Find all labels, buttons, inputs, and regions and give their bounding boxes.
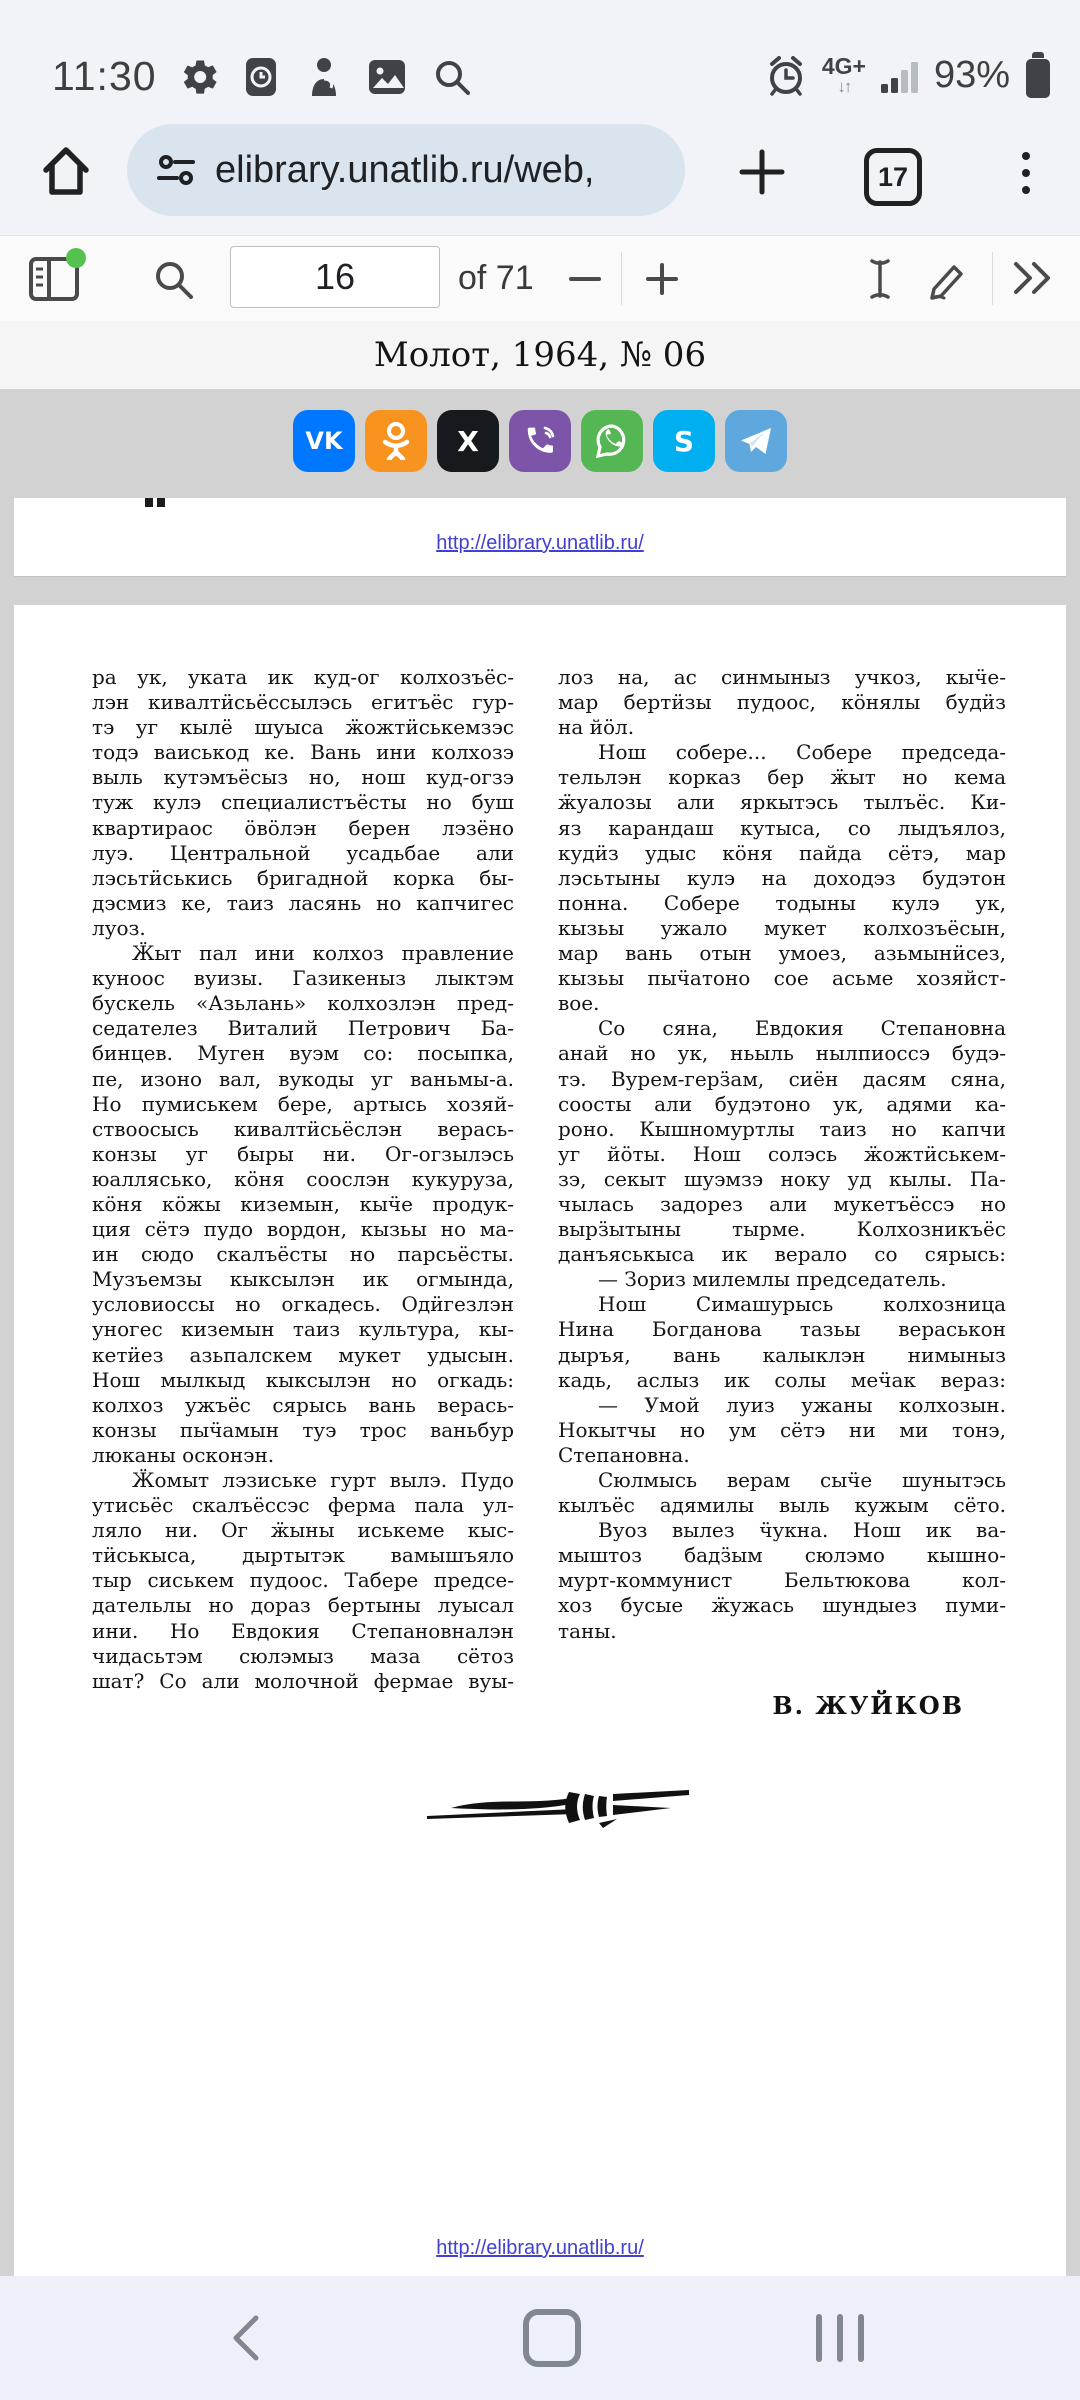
author-signature: В. ЖУЙКОВ [772, 1691, 964, 1720]
article-line: роно. Кышномуртлы таиз но капчи [558, 1116, 1006, 1141]
article-line: луоз. [92, 915, 146, 940]
article-line: Музъемзы кыксылэн ик огмында, [92, 1267, 514, 1292]
vk-logo-icon: VK [305, 427, 343, 455]
article-line: уг йӧты. Нош солэсь ӝожтӥськем- [558, 1141, 1006, 1166]
article-line: дэсмиз ке, таиз ласянь но капчигес [92, 890, 514, 915]
settings-gear-icon [179, 57, 219, 97]
article-line: кӧня кӧжы киземын, кыӵе продук- [92, 1191, 514, 1216]
document-title-bar [0, 321, 1080, 389]
tab-count: 17 [877, 161, 909, 192]
gallery-icon [365, 56, 409, 98]
article-line: конзы пыӵамын туэ трос ваньбур [92, 1417, 514, 1442]
article-line: яз карандаш кутыса, со лыдъялоз, [558, 815, 1006, 840]
article-line: хоз бусые ӝужась шундыез пуми- [558, 1593, 1006, 1618]
article-line: тельлэн корказ бер ӝыт но кема [558, 765, 1006, 790]
zoom-out-button[interactable] [563, 257, 607, 301]
screen-recorder-icon [241, 55, 281, 99]
article-line: шат? Со али молочной фермае вуы- [92, 1668, 514, 1693]
page-number-input[interactable] [230, 246, 440, 308]
share-skype-button[interactable] [653, 410, 715, 472]
article-line: зэ, секыт шуэмзэ ноку уд кылы. Па- [558, 1166, 1006, 1191]
browser-menu-button[interactable] [1004, 146, 1048, 200]
article-line: кудӥз удыс кӧня пайда сётэ, мар [558, 840, 1006, 865]
article-line: чидасьтэм сюлэмыз маза сётоз [92, 1643, 514, 1668]
browser-toolbar [0, 110, 1080, 235]
article-line: Ӝомыт лэзиське гурт вылэ. Пудо [132, 1468, 514, 1492]
x-logo-icon: X [457, 424, 479, 458]
article-line: выль кутэмъёсыз но, нош куд-огзэ [92, 765, 514, 790]
article-line: соосты али будэтоно ук, адями ка- [558, 1091, 1006, 1116]
article-line: Нош Симашурысь колхозница [598, 1292, 1006, 1317]
article-line: дыръя, вань калыклэн нимыныз [558, 1342, 1006, 1367]
text-select-tool-button[interactable] [858, 255, 902, 303]
telegram-logo-icon [737, 422, 775, 460]
article-line: ствоосысь кивалтӥсьёслэн верась- [92, 1116, 514, 1141]
article-line: Нокытчы но ум сётэ ни ми тонэ, [558, 1417, 1006, 1442]
home-button[interactable] [38, 142, 94, 200]
previous-page-bottom [14, 498, 1066, 577]
article-line: вое. [558, 991, 600, 1016]
article-line: седателез Виталий Петрович Ба- [92, 1016, 514, 1041]
article-line: лэн кивалтӥсьёссылэсь егитъёс гур- [92, 690, 514, 715]
page-16 [14, 605, 1066, 2276]
odnoklassniki-logo-icon [378, 422, 414, 460]
share-x-button[interactable] [437, 410, 499, 472]
article-line: тэ уг кылё шуыса ӝожтӥськемзэс [92, 715, 514, 740]
android-navigation-bar [0, 2276, 1080, 2400]
article-line: лоз на, ас синмыныз учкоз, кыӵе- [558, 665, 1006, 689]
article-line: мурт-коммунист Бельтюкова кол- [558, 1568, 1006, 1593]
article-line: — Умой луиз ужаны колхозын. [598, 1392, 1006, 1417]
article-line: таны. [558, 1618, 617, 1643]
article-line: понна. Собере тодыны кулэ ук, [558, 890, 1006, 915]
skype-logo-icon: S [673, 424, 695, 458]
signal-strength-icon [880, 54, 920, 96]
article-line: тӥськыса, дыртытэк вамышъяло [92, 1543, 514, 1568]
battery-percent: 93% [933, 53, 1010, 96]
article-line: бинцев. Муген вуэм со: посыпка, [92, 1041, 514, 1066]
search-document-button[interactable] [152, 258, 196, 302]
article-line: кызьы пыӵатоно сое асьме хозяйст- [558, 966, 1006, 991]
share-vk-button[interactable] [293, 410, 355, 472]
battery-icon [1026, 52, 1050, 98]
article-line: Но пумиськем бере, артысь хозяй- [92, 1091, 514, 1116]
article-line: мыштоз бадӟым сюлэмо кышно- [558, 1543, 1006, 1568]
article-line: кадь, аслыз ик солы меӵак вераз: [558, 1367, 1006, 1392]
article-line: лэсьтыны кулэ на доходэз будэтон [558, 865, 1006, 890]
nav-back-button[interactable] [196, 2276, 296, 2400]
article-line: туж кулэ специалистъёсты но буш [92, 790, 514, 815]
article-column-left [92, 665, 514, 1694]
article-line: ция сётэ пудо вордон, кызьы но ма- [92, 1217, 514, 1242]
header-link[interactable]: http://elibrary.unatlib.ru/ [436, 532, 644, 554]
article-line: кылъёс адямилы выль кужым сёто. [558, 1493, 1006, 1518]
article-line: кетӥез азьпалскем мукет удысын. [92, 1342, 514, 1367]
article-line: колхоз ужъёс сярысь вань верась- [92, 1392, 514, 1417]
article-line: ра ук, уката ик куд-ог колхозъёс- [92, 665, 514, 689]
whatsapp-logo-icon [593, 422, 631, 460]
article-line: вырӟытыны тырме. Колхозникъёс [558, 1217, 1006, 1242]
article-line: анай но ук, ньыль нылпиоссэ будэ- [558, 1041, 1006, 1066]
article-line: ӝуалозы али яркытэсь тылъёс. Ки- [558, 790, 1006, 815]
annotate-pen-button[interactable] [926, 255, 972, 301]
article-line: конзы уг быры ни. Ог-огзылэсь [92, 1141, 514, 1166]
article-line: тыр сиськем пудоос. Табере предсе- [92, 1568, 514, 1593]
nav-recents-button[interactable] [790, 2276, 890, 2400]
share-telegram-button[interactable] [725, 410, 787, 472]
article-line: люканы осконэн. [92, 1442, 275, 1467]
page-total-label: of 71 [458, 259, 534, 297]
url-text: elibrary.unatlib.ru/web, [215, 148, 595, 191]
share-viber-button[interactable] [509, 410, 571, 472]
article-line: дательлы но дораз бертыны луысал [92, 1593, 514, 1618]
share-whatsapp-button[interactable] [581, 410, 643, 472]
article-line: Сюлмысь верам сыӵе шунытэсь [598, 1468, 1006, 1492]
article-line: Ӝыт пал ини колхоз правление [132, 941, 514, 966]
article-line: Нош собере... Собере председа- [598, 740, 1006, 765]
share-odnoklassniki-button[interactable] [365, 410, 427, 472]
article-column-right [558, 665, 1006, 1644]
article-line: Вуоз вылез ӵукна. Нош ик ва- [598, 1518, 1006, 1543]
article-line: — Зориз милемлы председатель. [598, 1267, 947, 1292]
article-line: данъяськыса ик верало со сярысь: [558, 1242, 1006, 1267]
pdf-viewer-toolbar [0, 235, 1080, 322]
article-line: мар вань отын умоез, азьмынӥсез, [558, 941, 1006, 966]
zoom-in-button[interactable] [640, 257, 684, 301]
article-line: Степановна. [558, 1442, 690, 1467]
address-bar[interactable] [127, 124, 685, 216]
cropped-page-number-mark [145, 498, 165, 507]
article-line: Нина Богданова тазьы вераськон [558, 1317, 1006, 1342]
search-status-icon [431, 56, 473, 98]
article-line: чылась задорез али мукетъёссэ но [558, 1191, 1006, 1216]
article-line: мар бертӥзы пудоос, кӧнялы будӥз [558, 690, 1006, 715]
network-type-indicator: 4G+ ↓↑ [821, 53, 866, 96]
article-line: Нош мылкыд кыксылэн но огкадь: [92, 1367, 514, 1392]
article-line: тэ. Вурем-герӟам, сиён дасям сяна, [558, 1066, 1006, 1091]
article-line: куноос вуизы. Газикеныз лыктэм [92, 966, 514, 991]
share-buttons-row [293, 410, 787, 472]
article-line: пе, изоно вал, вукоды уг ваньмы-а. [92, 1066, 514, 1091]
article-line: бускель «Азьлань» колхозлэн пред- [92, 991, 514, 1016]
pdf-viewer-area [0, 389, 1080, 2276]
footer-link[interactable]: http://elibrary.unatlib.ru/ [436, 2237, 644, 2259]
tab-switcher-button[interactable] [864, 148, 922, 206]
alarm-icon [764, 53, 808, 97]
decorative-divider [423, 1785, 693, 1831]
article-line: ляло ни. Ог ӝыны иськеме кыс- [92, 1518, 514, 1543]
article-line: уногес киземын таиз культура, кы- [92, 1317, 514, 1342]
document-title: Молот, 1964, № 06 [373, 335, 707, 375]
article-line: ин сюдо скалъёсты но парсьёсты. [92, 1242, 514, 1267]
article-line: луэ. Центральной усадьбае али [92, 840, 514, 865]
article-line: юаллясько, кӧня соослэн кукуруза, [92, 1166, 514, 1191]
article-line: условиоссы но огкадесь. Одӥгезлэн [92, 1292, 514, 1317]
article-line: лэсьтӥськись бригадной корка бы- [92, 865, 514, 890]
article-line: кызьы ужало мукет колхозъёсын, [558, 915, 1006, 940]
viber-logo-icon [521, 422, 559, 460]
status-bar [0, 0, 1080, 110]
new-tab-button[interactable] [736, 146, 788, 198]
nav-home-button[interactable] [502, 2276, 602, 2400]
article-line: квартираос ӧвӧлэн берен лэзёно [92, 815, 514, 840]
article-line: на йӧл. [558, 715, 635, 740]
site-settings-tune-icon[interactable] [155, 149, 197, 191]
article-line: утисьёс скалъёссэс ферма пала ул- [92, 1493, 514, 1518]
article-line: Со сяна, Евдокия Степановна [598, 1016, 1006, 1041]
sidebar-notification-dot [66, 248, 86, 268]
clock-time: 11:30 [52, 53, 157, 99]
digital-wellbeing-icon [303, 55, 343, 99]
more-tools-chevrons-button[interactable] [1008, 256, 1056, 300]
article-line: ини. Но Евдокия Степановналэн [92, 1618, 514, 1643]
article-line: тодэ ваиськод ке. Вань ини колхозэ [92, 740, 514, 765]
